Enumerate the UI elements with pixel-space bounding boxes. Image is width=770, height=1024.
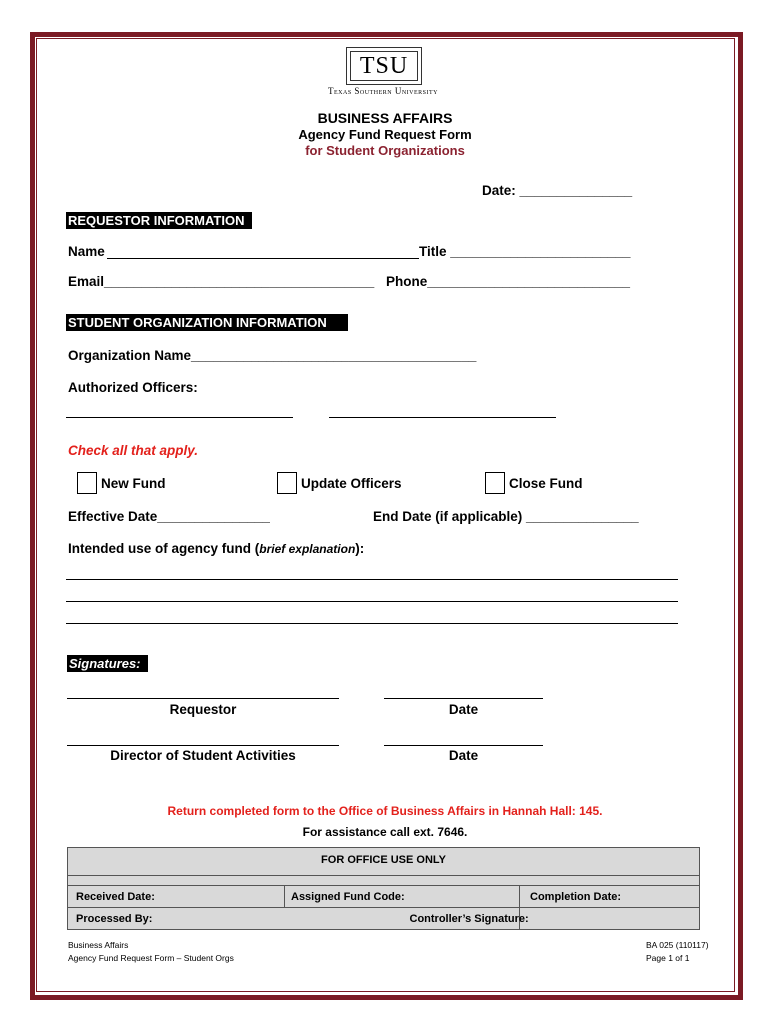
title-field[interactable]: Title ________________________ (419, 244, 631, 259)
return-instructions: Return completed form to the Office of Business Affairs in Hannah Hall: 145. (167, 804, 603, 818)
processed-by-field[interactable]: Processed By: Controller’s Signature: (68, 908, 520, 930)
officer-1-line[interactable] (66, 417, 293, 418)
footer-form-code: BA 025 (110117) (646, 940, 709, 950)
tsu-logo (346, 47, 422, 85)
assigned-fund-code-field[interactable]: Assigned Fund Code: (285, 886, 520, 908)
organization-section-header: STUDENT ORGANIZATION INFORMATION (66, 314, 348, 331)
name-field-line[interactable] (107, 258, 419, 259)
form-subtitle: for Student Organizations (305, 143, 465, 158)
effective-date-field[interactable]: Effective Date_______________ (68, 509, 270, 524)
close-fund-checkbox[interactable] (485, 472, 505, 494)
explanation-line-2[interactable] (66, 601, 678, 602)
requestor-date-line[interactable] (384, 698, 543, 699)
new-fund-checkbox[interactable] (77, 472, 97, 494)
officer-2-line[interactable] (329, 417, 556, 418)
form-title: Agency Fund Request Form (298, 127, 472, 142)
requestor-signature-line[interactable] (67, 698, 339, 699)
authorized-officers-label: Authorized Officers: (68, 380, 198, 395)
update-officers-checkbox[interactable] (277, 472, 297, 494)
office-use-heading: FOR OFFICE USE ONLY (68, 848, 700, 876)
received-date-field[interactable]: Received Date: (68, 886, 285, 908)
signatures-section-header: Signatures: (67, 655, 148, 672)
tsu-logo-text: TSU (350, 51, 418, 81)
assistance-text: For assistance call ext. 7646. (302, 825, 468, 839)
email-field[interactable]: Email____________________________________ (68, 274, 375, 289)
date-label-1: Date (448, 702, 479, 717)
requestor-label: Requestor (169, 702, 237, 717)
footer-left-line2: Agency Fund Request Form – Student Orgs (68, 953, 234, 963)
office-use-table (67, 847, 700, 930)
explanation-line-3[interactable] (66, 623, 678, 624)
explanation-line-1[interactable] (66, 579, 678, 580)
date-label-2: Date (448, 748, 479, 763)
university-name: Texas Southern University (328, 86, 438, 96)
close-fund-label: Close Fund (509, 476, 583, 491)
director-signature-line[interactable] (67, 745, 339, 746)
name-label: Name (68, 244, 105, 259)
organization-name-field[interactable]: Organization Name______________________________________ (68, 348, 477, 363)
requestor-section-header: REQUESTOR INFORMATION (66, 212, 252, 229)
department-title: BUSINESS AFFAIRS (317, 110, 453, 126)
intended-use-label: Intended use of agency fund (brief explanation): (68, 541, 365, 556)
update-officers-label: Update Officers (301, 476, 402, 491)
phone-field[interactable]: Phone___________________________ (386, 274, 630, 289)
new-fund-label: New Fund (101, 476, 166, 491)
footer-left-line1: Business Affairs (68, 940, 129, 950)
end-date-field[interactable]: End Date (if applicable) _______________ (373, 509, 639, 524)
completion-date-field[interactable]: Completion Date: (520, 886, 700, 908)
date-field[interactable]: Date: _______________ (482, 183, 633, 198)
controller-signature-field[interactable]: Controller’s Signature: (409, 912, 529, 925)
office-use-empty-cell (520, 908, 700, 930)
office-use-spacer (68, 876, 700, 886)
director-date-line[interactable] (384, 745, 543, 746)
director-label: Director of Student Activities (110, 748, 296, 763)
check-instruction: Check all that apply. (68, 443, 199, 458)
footer-page-number: Page 1 of 1 (646, 953, 690, 963)
